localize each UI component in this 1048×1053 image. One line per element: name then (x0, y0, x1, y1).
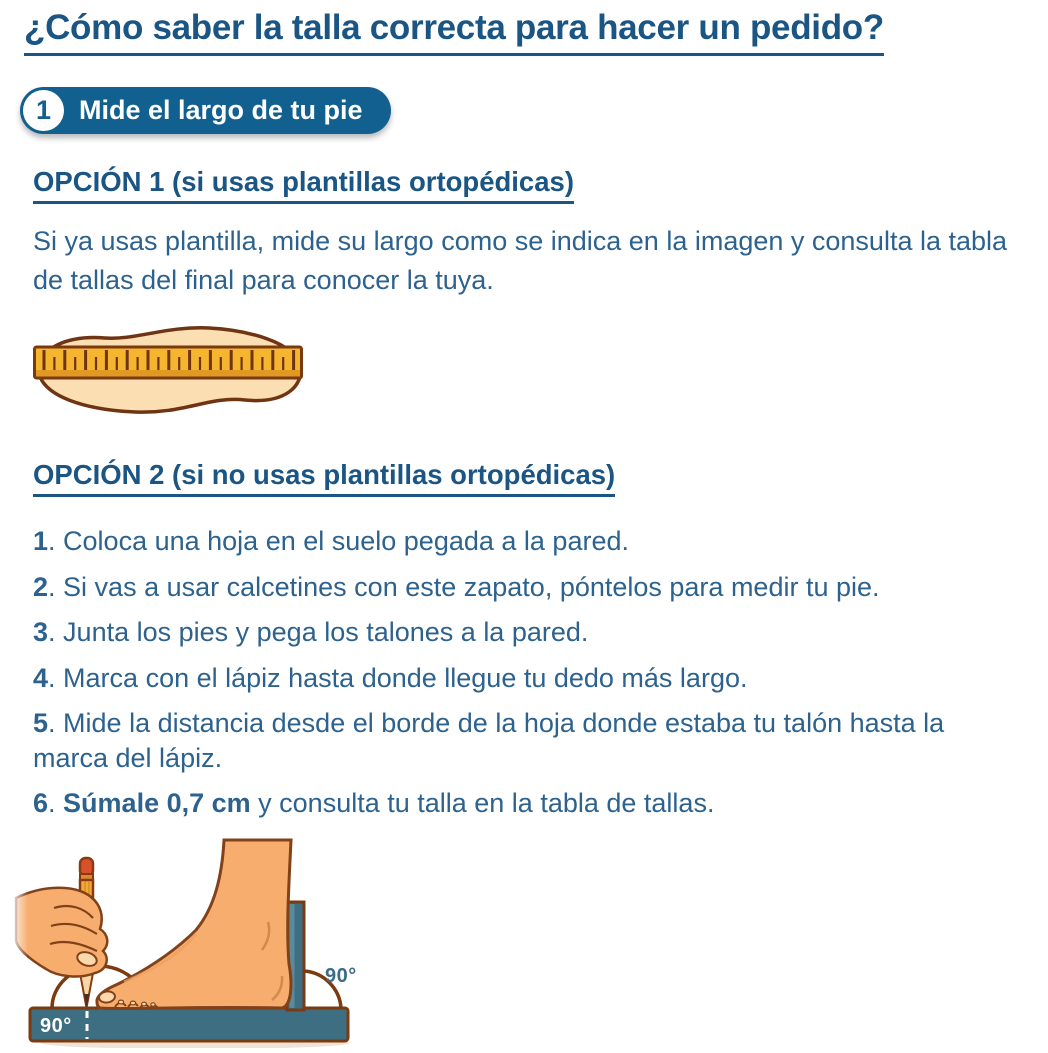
step-text: Mide la distancia desde el borde de la hoja donde estaba tu talón hasta la marca del lápiz. (33, 708, 945, 773)
toenail-2 (118, 1000, 123, 1004)
option2-steps (33, 524, 1025, 832)
step-number: 3 (33, 617, 49, 648)
step-1-badge (20, 87, 391, 134)
floor-base-shape (30, 1008, 348, 1041)
toenail-4 (142, 1002, 147, 1006)
ruler-bottom-strip (36, 370, 300, 377)
angle-label-wall: 90° (325, 965, 357, 987)
step-number: 6 (33, 788, 49, 819)
step-number: 5 (33, 708, 49, 739)
option2-heading: OPCIÓN 2 (si no usas plantillas ortopédicas) (33, 459, 615, 497)
option1-heading: OPCIÓN 1 (si usas plantillas ortopédicas) (33, 166, 574, 204)
step-text: y consulta tu talla en la tabla de tallas. (250, 788, 715, 819)
step-text: Marca con el lápiz hasta donde llegue tu dedo más largo. (63, 662, 748, 693)
step-item: 2. Si vas a usar calcetines con este zapato, póntelos para medir tu pie. (33, 571, 880, 602)
step-number: 2 (33, 571, 49, 602)
step-badge-label: Mide el largo de tu pie (79, 95, 363, 125)
angle-label-floor: 90° (40, 1015, 72, 1037)
insole-ruler-icon (33, 320, 308, 432)
step-text: Si vas a usar calcetines con este zapato, póntelos para medir tu pie. (63, 571, 880, 602)
step-item: 1. Coloca una hoja en el suelo pegada a la pared. (33, 526, 629, 556)
step-item: 3. Junta los pies y pega los talones a la pared. (33, 617, 589, 648)
step-text: Junta los pies y pega los talones a la pared. (63, 617, 589, 648)
option1-paragraph: Si ya usas plantilla, mide su largo como se indica en la imagen y consulta la tabla de tallas del final para conocer la tuya. (33, 226, 1008, 295)
toenail-5 (151, 1003, 155, 1006)
foot-measuring-illustration (0, 838, 400, 1048)
step-text: Coloca una hoja en el suelo pegada a la pared. (63, 526, 629, 556)
step-number: 1 (33, 526, 49, 556)
step-item: 6. Súmale 0,7 cm y consulta tu talla en la tabla de tallas. (33, 788, 715, 819)
step-item: 4. Marca con el lápiz hasta donde llegue tu dedo más largo. (33, 662, 748, 693)
step-item: 5. Mide la distancia desde el borde de la hoja donde estaba tu talón hasta la marca del lápiz. (33, 708, 945, 773)
step-number: 4 (33, 662, 49, 693)
foot-shape (97, 840, 291, 1009)
toenail-3 (130, 1001, 135, 1005)
step-text-bold: Súmale 0,7 cm (63, 788, 251, 819)
insole-ruler-illustration (33, 320, 308, 432)
page-title: ¿Cómo saber la talla correcta para hacer un pedido? (24, 8, 884, 56)
wrist-fade (10, 880, 28, 980)
step-number-circle: 1 (23, 90, 64, 131)
